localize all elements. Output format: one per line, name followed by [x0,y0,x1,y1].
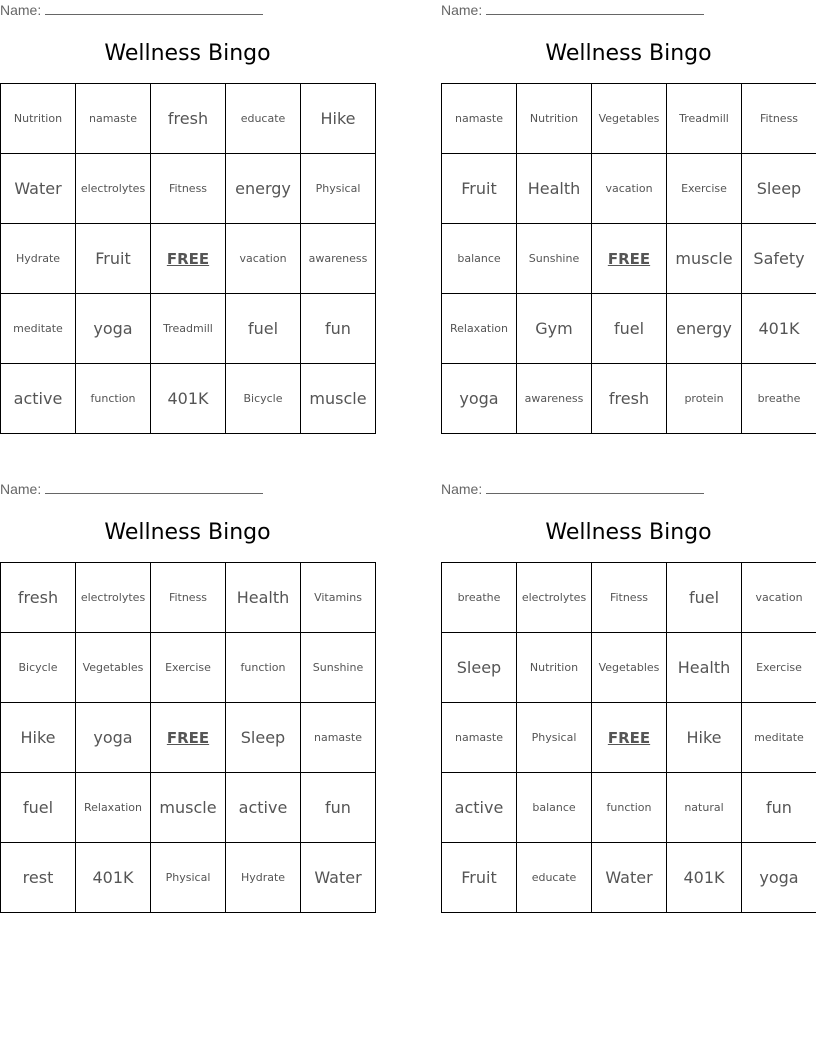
bingo-cell: Health [226,563,301,633]
bingo-cell: Bicycle [226,364,301,434]
bingo-cell: Relaxation [76,773,151,843]
bingo-cell: Sleep [442,633,517,703]
card-title: Wellness Bingo [545,520,712,545]
bingo-cell: 401K [742,294,816,364]
bingo-cell: Water [592,843,667,913]
card-title: Wellness Bingo [104,520,271,545]
bingo-cell: Physical [151,843,226,913]
bingo-cell: Hydrate [226,843,301,913]
bingo-cell: Sleep [226,703,301,773]
bingo-cell: namaste [301,703,376,773]
free-space: FREE [592,224,667,294]
bingo-cell: Vegetables [592,84,667,154]
bingo-cell: yoga [76,703,151,773]
bingo-cell: meditate [742,703,816,773]
bingo-cell: Water [301,843,376,913]
card-title: Wellness Bingo [545,41,712,66]
bingo-cell: fuel [667,563,742,633]
bingo-cell: 401K [667,843,742,913]
bingo-cell: Gym [517,294,592,364]
bingo-row [442,703,816,773]
bingo-grid [0,562,376,913]
bingo-cell: Bicycle [1,633,76,703]
bingo-cell: namaste [442,703,517,773]
bingo-row [442,224,816,294]
bingo-cell: fresh [1,563,76,633]
bingo-cell: yoga [76,294,151,364]
bingo-cell: Fitness [592,563,667,633]
bingo-grid [0,83,376,434]
bingo-cell: Vitamins [301,563,376,633]
bingo-cell: rest [1,843,76,913]
bingo-cell: Nutrition [517,633,592,703]
bingo-row [1,224,376,294]
bingo-cell: Physical [517,703,592,773]
bingo-cell: energy [667,294,742,364]
bingo-cell: fun [301,294,376,364]
bingo-cell: Nutrition [1,84,76,154]
bingo-cell: Physical [301,154,376,224]
bingo-cell: fresh [592,364,667,434]
bingo-cell: Treadmill [667,84,742,154]
name-blank-line [45,2,263,15]
bingo-cell: Water [1,154,76,224]
free-space: FREE [151,224,226,294]
bingo-cell: Exercise [151,633,226,703]
bingo-cell: fun [742,773,816,843]
bingo-cell: educate [226,84,301,154]
bingo-cell: electrolytes [76,154,151,224]
bingo-cell: Fruit [442,843,517,913]
bingo-cell: 401K [151,364,226,434]
bingo-cell: Safety [742,224,816,294]
bingo-card [0,0,375,434]
bingo-card [441,479,816,913]
bingo-cell: balance [442,224,517,294]
name-field [0,481,263,497]
bingo-cell: Sunshine [301,633,376,703]
bingo-row [442,84,816,154]
bingo-cell: fuel [592,294,667,364]
bingo-cell: 401K [76,843,151,913]
bingo-row [1,154,376,224]
bingo-cell: Vegetables [76,633,151,703]
bingo-cell: function [226,633,301,703]
bingo-row [442,563,816,633]
bingo-row [1,773,376,843]
bingo-cell: educate [517,843,592,913]
bingo-cell: vacation [742,563,816,633]
bingo-cell: function [592,773,667,843]
name-label: Name: [0,481,42,497]
bingo-cell: yoga [742,843,816,913]
name-blank-line [45,481,263,494]
card-title: Wellness Bingo [104,41,271,66]
bingo-cell: Exercise [742,633,816,703]
bingo-cell: Vegetables [592,633,667,703]
bingo-cell: namaste [442,84,517,154]
bingo-cell: electrolytes [76,563,151,633]
bingo-cell: Fitness [151,154,226,224]
bingo-row [1,633,376,703]
bingo-cell: active [226,773,301,843]
bingo-cell: Fitness [742,84,816,154]
bingo-cell: Hike [301,84,376,154]
bingo-cell: natural [667,773,742,843]
name-label: Name: [441,2,483,18]
bingo-cell: Relaxation [442,294,517,364]
bingo-grid [441,83,816,434]
bingo-row [1,294,376,364]
bingo-cell: meditate [1,294,76,364]
name-label: Name: [0,2,42,18]
bingo-row [1,364,376,434]
bingo-cell: Exercise [667,154,742,224]
bingo-cell: muscle [667,224,742,294]
bingo-cell: fresh [151,84,226,154]
bingo-cell: Hike [667,703,742,773]
bingo-cell: active [442,773,517,843]
bingo-cell: Nutrition [517,84,592,154]
bingo-cell: balance [517,773,592,843]
bingo-cell: vacation [226,224,301,294]
bingo-cell: function [76,364,151,434]
bingo-cell: namaste [76,84,151,154]
free-space: FREE [592,703,667,773]
bingo-cell: fuel [226,294,301,364]
bingo-cell: Health [517,154,592,224]
bingo-grid [441,562,816,913]
bingo-cell: muscle [301,364,376,434]
bingo-card [441,0,816,434]
bingo-row [442,633,816,703]
name-blank-line [486,481,704,494]
bingo-row [442,364,816,434]
bingo-row [442,294,816,364]
bingo-row [442,843,816,913]
bingo-cell: energy [226,154,301,224]
bingo-row [442,154,816,224]
bingo-cell: vacation [592,154,667,224]
bingo-cell: Fruit [76,224,151,294]
bingo-cell: breathe [442,563,517,633]
bingo-row [1,563,376,633]
bingo-card [0,479,375,913]
bingo-cell: Sleep [742,154,816,224]
bingo-cell: muscle [151,773,226,843]
name-field [0,2,263,18]
bingo-cell: electrolytes [517,563,592,633]
name-label: Name: [441,481,483,497]
bingo-cell: Treadmill [151,294,226,364]
bingo-cell: active [1,364,76,434]
bingo-cell: protein [667,364,742,434]
bingo-cell: Health [667,633,742,703]
bingo-row [1,703,376,773]
bingo-row [1,843,376,913]
bingo-cell: breathe [742,364,816,434]
bingo-cell: awareness [301,224,376,294]
bingo-cell: Fruit [442,154,517,224]
name-blank-line [486,2,704,15]
bingo-cell: Fitness [151,563,226,633]
bingo-row [1,84,376,154]
bingo-cell: Sunshine [517,224,592,294]
name-field [441,2,704,18]
bingo-row [442,773,816,843]
bingo-cell: Hydrate [1,224,76,294]
bingo-cell: fuel [1,773,76,843]
free-space: FREE [151,703,226,773]
bingo-cell: Hike [1,703,76,773]
bingo-cell: fun [301,773,376,843]
name-field [441,481,704,497]
bingo-cell: yoga [442,364,517,434]
bingo-cell: awareness [517,364,592,434]
